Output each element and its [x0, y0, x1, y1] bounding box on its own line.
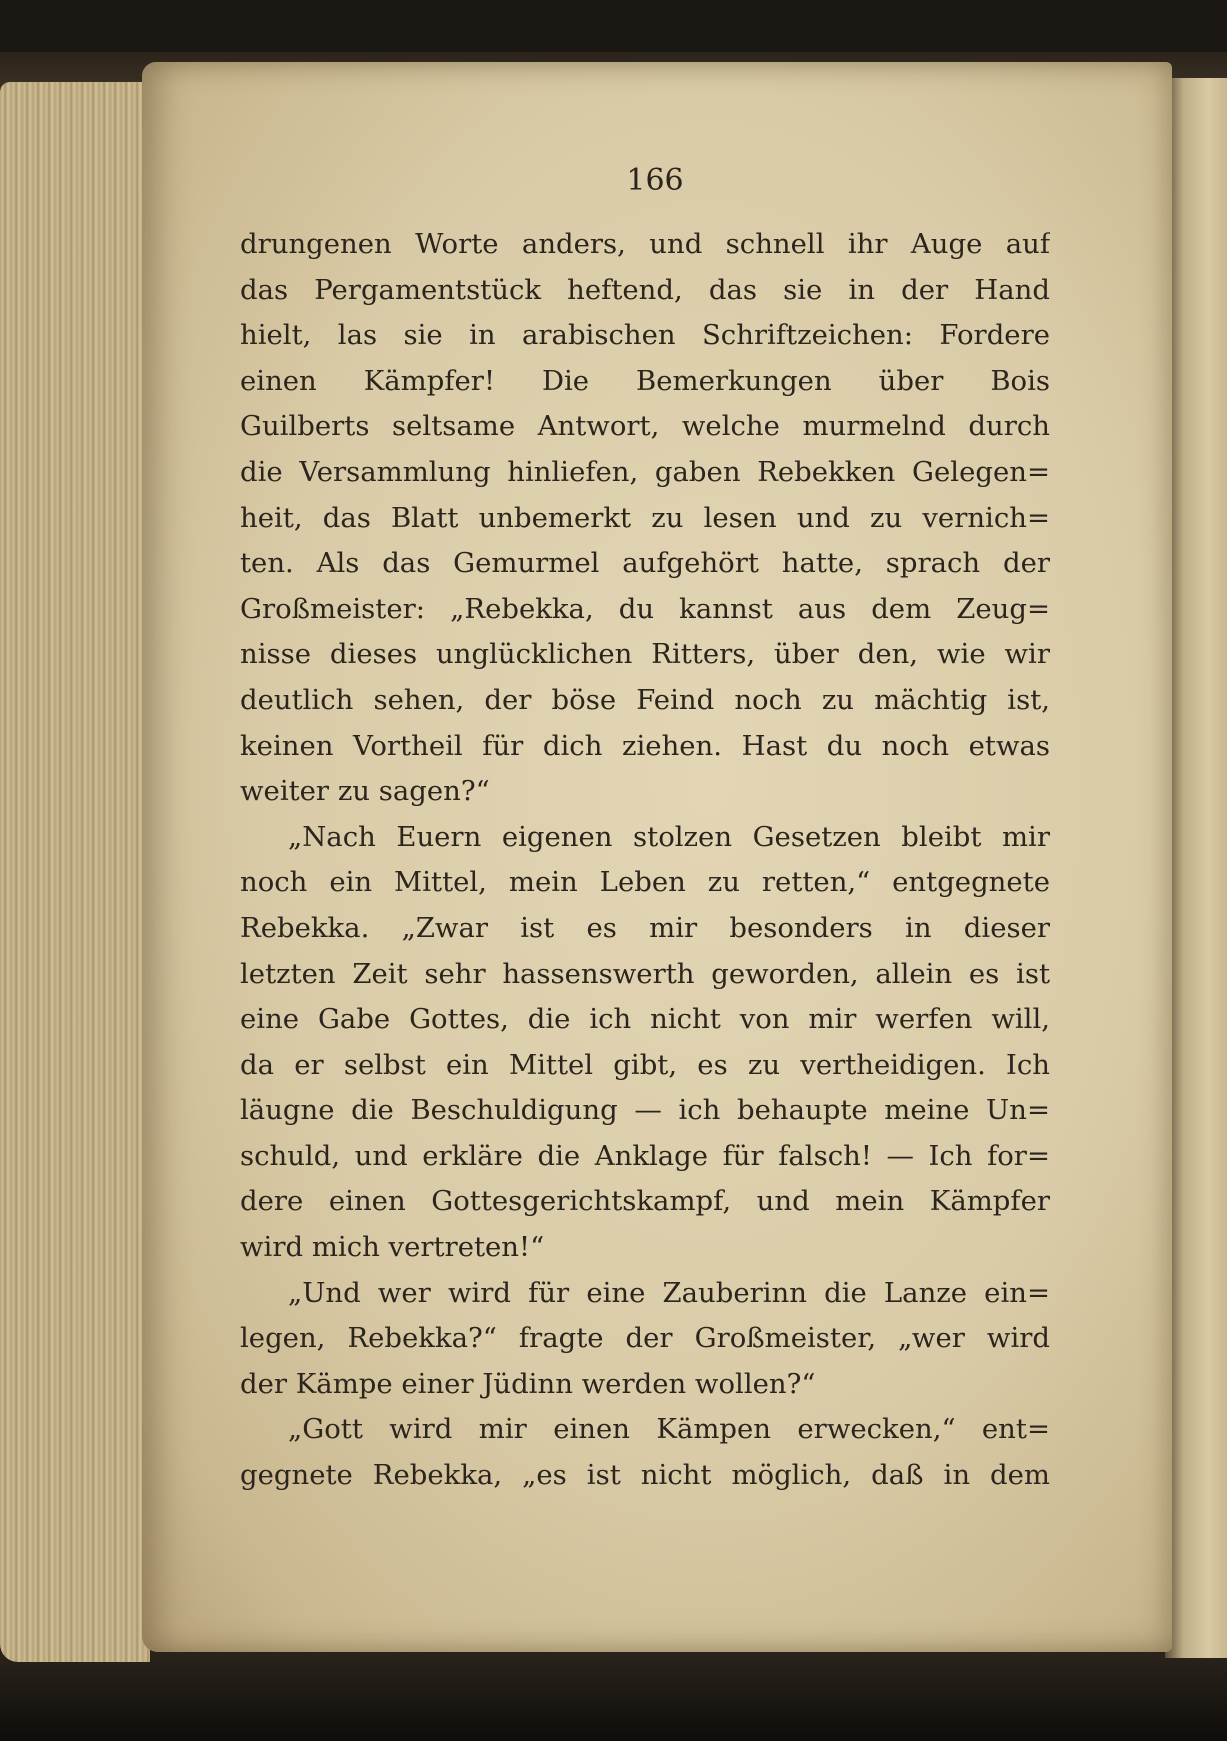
text-line: heit, das Blatt unbemerkt zu lesen und zu vernich= [240, 501, 1050, 534]
page-stack-left [0, 82, 150, 1662]
text-line: der Kämpe einer Jüdinn werden wollen?“ [240, 1367, 816, 1400]
text-line: keinen Vortheil für dich ziehen. Hast du noch etwas [240, 729, 1050, 762]
page-number: 166 [626, 163, 684, 198]
text-line: deutlich sehen, der böse Feind noch zu mächtig ist, [240, 683, 1050, 716]
book-cover-bottom [0, 1650, 1227, 1741]
text-line: läugne die Beschuldigung — ich behaupte meine Un= [240, 1094, 1050, 1127]
text-line: noch ein Mittel, mein Leben zu retten,“ entgegnete [240, 866, 1050, 899]
text-line: letzten Zeit sehr hassenswerth geworden, allein es ist [240, 957, 1050, 990]
text-line: einen Kämpfer! Die Bemerkungen über Bois [240, 364, 1050, 397]
text-line: dere einen Gottesgerichtskampf, und mein Kämpfer [240, 1185, 1050, 1218]
text-line: Großmeister: „Rebekka, du kannst aus dem Zeug= [240, 592, 1050, 625]
text-line: die Versammlung hinliefen, gaben Rebekken Gelegen= [240, 455, 1050, 488]
text-line: Guilberts seltsame Antwort, welche murmelnd durch [240, 410, 1050, 443]
text-line: legen, Rebekka?“ fragte der Großmeister, „wer wird [240, 1322, 1050, 1355]
text-line: nisse dieses unglücklichen Ritters, über den, wie wir [240, 638, 1050, 671]
facing-page-edge [1165, 78, 1227, 1658]
text-line: schuld, und erkläre die Anklage für falsch! — Ich for= [240, 1139, 1050, 1172]
text-line: drungenen Worte anders, und schnell ihr Auge auf [240, 228, 1050, 260]
text-line: hielt, las sie in arabischen Schriftzeichen: Fordere [240, 319, 1050, 352]
text-line: „Und wer wird für eine Zauberinn die Lanze ein= [288, 1276, 1050, 1309]
text-line: ten. Als das Gemurmel aufgehört hatte, sprach der [240, 547, 1050, 580]
text-line: gegnete Rebekka, „es ist nicht möglich, daß in dem [240, 1459, 1050, 1492]
text-line: das Pergamentstück heftend, das sie in der Hand [240, 273, 1050, 306]
text-line: Rebekka. „Zwar ist es mir besonders in dieser [240, 911, 1050, 944]
text-line: da er selbst ein Mittel gibt, es zu vertheidigen. Ich [240, 1048, 1050, 1081]
page-text [240, 222, 1050, 1499]
text-line: eine Gabe Gottes, die ich nicht von mir werfen will, [240, 1003, 1050, 1036]
text-line: weiter zu sagen?“ [240, 775, 490, 808]
text-line: wird mich vertreten!“ [240, 1231, 545, 1264]
text-line: „Nach Euern eigenen stolzen Gesetzen bleibt mir [288, 820, 1050, 853]
text-line: „Gott wird mir einen Kämpen erwecken,“ ent= [288, 1413, 1050, 1446]
